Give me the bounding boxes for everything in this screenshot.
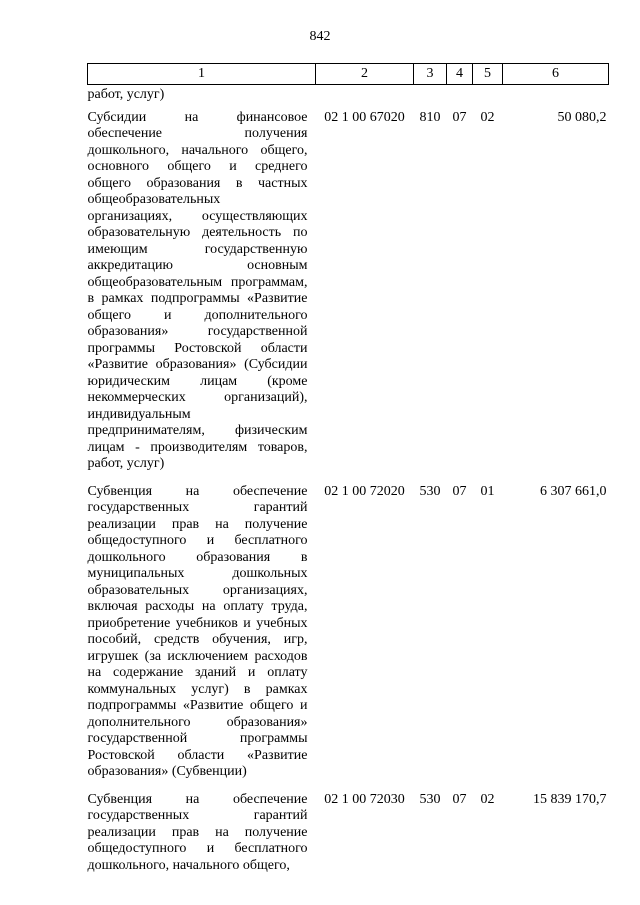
continuation-text: работ, услуг) [87, 87, 165, 102]
row-code: 02 1 00 72020 [324, 483, 405, 499]
continuation-row [88, 85, 609, 107]
row-pr: 01 [480, 483, 495, 499]
header-col-4: 4 [447, 64, 473, 85]
header-col-2: 2 [316, 64, 414, 85]
table-row [88, 789, 609, 883]
row-rz: 07 [452, 791, 467, 807]
row-pr: 02 [480, 791, 495, 807]
row-sum: 6 307 661,0 [540, 483, 607, 499]
row-sum: 50 080,2 [557, 109, 607, 125]
header-col-6: 6 [503, 64, 609, 85]
page-number: 842 [309, 29, 331, 44]
header-row [88, 64, 609, 85]
row-description: Субвенция на обеспечение государственных гарантий реализации прав на получение общедоступного и бесплатного дошкольного, начального общего, [87, 791, 308, 873]
header-col-5: 5 [473, 64, 503, 85]
table-row [88, 481, 609, 789]
row-vr: 530 [419, 483, 441, 499]
row-vr: 530 [419, 791, 441, 807]
table-row [88, 107, 609, 481]
row-sum: 15 839 170,7 [533, 791, 607, 807]
row-description: Субвенция на обеспечение государственных гарантий реализации прав на получение общедоступного и бесплатного дошкольного образования в муниципальных дошкольных образовательных организациях, включая расходы на оплату труда, приобретение учебников и учебных пособий, средств обучения, игр, игрушек (за исключением расходов на содержание зданий и оплату коммунальных услуг) в рамках подпрограммы «Развитие общего и дополнительного образования» государственной программы Ростовской области «Развитие образования» (Субвенции) [87, 483, 308, 779]
row-code: 02 1 00 72030 [324, 791, 405, 807]
row-description: Субсидии на финансовое обеспечение получения дошкольного, начального общего, основного общего и среднего общего образования в частных общеобразовательных организациях, осуществляющих образовательную деятельность по имеющим государственную аккредитацию основным общеобразовательным программам, в рамках подпрограммы «Развитие общего и дополнительного образования» государственной программы Ростовской области «Развитие образования» (Субсидии юридическим лицам (кроме некоммерческих организаций), индивидуальным предпринимателям, физическим лицам - производителям товаров, работ, услуг) [87, 109, 308, 471]
header-col-3: 3 [414, 64, 447, 85]
row-rz: 07 [452, 483, 467, 499]
row-code: 02 1 00 67020 [324, 109, 405, 125]
budget-table [87, 63, 609, 882]
header-col-1: 1 [88, 64, 316, 85]
row-pr: 02 [480, 109, 495, 125]
row-vr: 810 [419, 109, 441, 125]
row-rz: 07 [452, 109, 467, 125]
